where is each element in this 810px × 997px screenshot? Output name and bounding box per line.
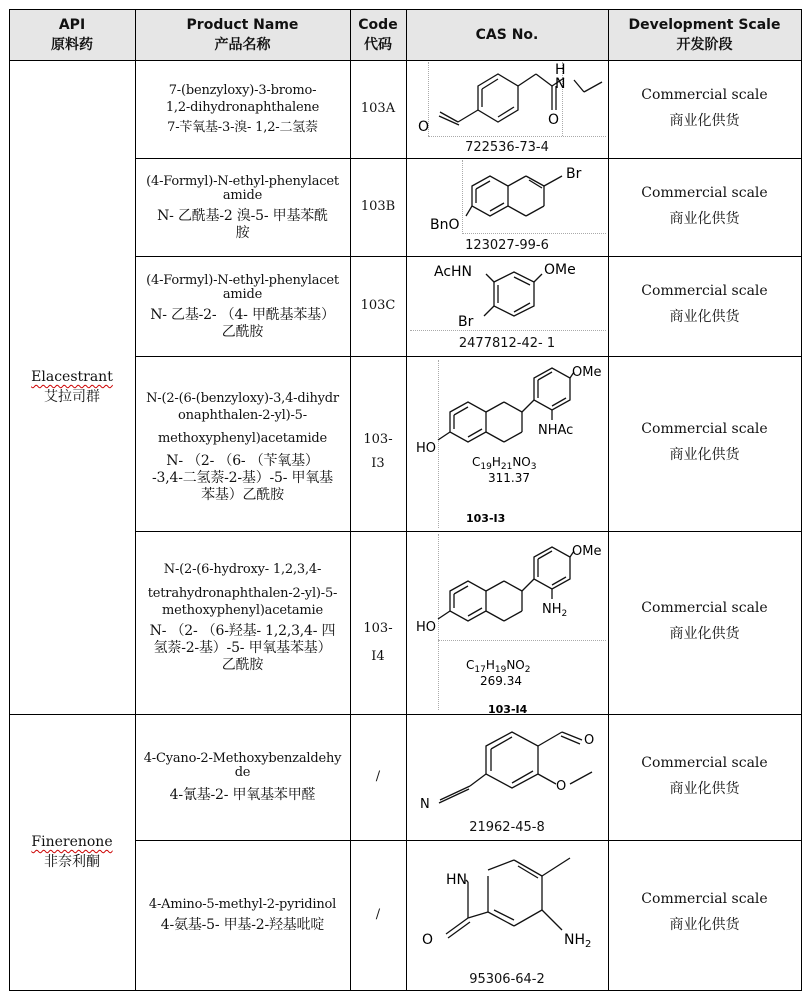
code-line: / bbox=[375, 769, 381, 784]
api-name-en: Finerenone bbox=[31, 834, 113, 850]
product-name-line: 4-Amino-5-methyl-2-pyridinol bbox=[148, 897, 337, 912]
scale-cn: 商业化供货 bbox=[669, 211, 740, 227]
header-cas-label: CAS No. bbox=[475, 26, 539, 43]
atom-label: OMe bbox=[572, 544, 602, 559]
header-code-cn: 代码 bbox=[364, 36, 392, 53]
product-name-line: N- （2- （6-羟基- 1,2,3,4- 四 bbox=[149, 623, 336, 639]
product-name-line: 苯基）乙酰胺 bbox=[201, 487, 284, 503]
cas-number: 95306-64-2 bbox=[469, 972, 545, 987]
scale-en: Commercial scale bbox=[641, 185, 768, 201]
cas-number: 722536-73-4 bbox=[465, 140, 549, 155]
atom-label: O bbox=[584, 733, 595, 748]
api-name-cn: 艾拉司群 bbox=[44, 389, 100, 405]
header-api-en: API bbox=[58, 16, 86, 33]
atom-label: HN bbox=[446, 872, 467, 888]
atom-label: Br bbox=[566, 166, 582, 182]
product-name-line: N-(2-(6-(benzyloxy)-3,4-dihydr bbox=[146, 391, 339, 406]
product-name-line: 4-Cyano-2-Methoxybenzaldehy bbox=[143, 751, 342, 766]
cas-number: 2477812-42- 1 bbox=[458, 336, 556, 351]
formula: $C_{17}H_{19}NO_2$ bbox=[466, 658, 531, 675]
scale-en: Commercial scale bbox=[641, 891, 768, 907]
scale-cn: 商业化供货 bbox=[669, 309, 740, 325]
product-name-line: 7-苄氧基-3-溴- 1,2-二氢萘 bbox=[167, 120, 318, 135]
product-name-line: 氢萘-2-基）-5- 甲氧基苯基） bbox=[153, 640, 332, 656]
product-name-line: 7-(benzyloxy)-3-bromo- bbox=[168, 83, 317, 98]
compound-label: 103-I3 bbox=[466, 512, 506, 525]
product-name-line: 4-氰基-2- 甲氧基苯甲醛 bbox=[169, 787, 316, 803]
header-scale-en: Development Scale bbox=[628, 16, 781, 33]
product-name-line: 1,2-dihydronaphthalene bbox=[165, 100, 320, 115]
header-product-en: Product Name bbox=[186, 16, 299, 33]
atom-label: N bbox=[420, 797, 430, 812]
product-name-line: N- 乙基-2- （4- 甲酰基苯基） bbox=[150, 306, 335, 323]
formula: $C_{19}H_{21}NO_3$ bbox=[472, 455, 537, 472]
atom-label: OMe bbox=[572, 365, 602, 380]
molecular-weight: 269.34 bbox=[480, 674, 522, 688]
product-name-line: 4-氨基-5- 甲基-2-羟基吡啶 bbox=[160, 917, 325, 933]
atom-label: O bbox=[548, 112, 560, 128]
molecular-weight: 311.37 bbox=[488, 471, 530, 485]
header-scale-cn: 开发阶段 bbox=[676, 36, 733, 53]
cas-number: 123027-99-6 bbox=[465, 238, 549, 253]
atom-label: HO bbox=[416, 441, 437, 456]
atom-label: BnO bbox=[430, 217, 460, 233]
code-line: 103C bbox=[360, 298, 396, 313]
scale-cn: 商业化供货 bbox=[669, 447, 740, 463]
product-name-line: (4-Formyl)-N-ethyl-phenylacet bbox=[146, 173, 339, 189]
api-name-en: Elacestrant bbox=[31, 369, 113, 385]
product-name-line: methoxyphenyl)acetamide bbox=[157, 431, 328, 446]
code-line: 103- bbox=[363, 621, 393, 636]
atom-label: Br bbox=[458, 314, 474, 330]
code-line: 103- bbox=[363, 432, 393, 447]
scale-en: Commercial scale bbox=[641, 87, 768, 103]
atom-label: NHAc bbox=[538, 423, 574, 438]
scale-en: Commercial scale bbox=[641, 600, 768, 616]
atom-label: OMe bbox=[544, 262, 576, 278]
scale-cn: 商业化供货 bbox=[669, 781, 740, 797]
code-line: 103B bbox=[360, 199, 396, 214]
atom-label: $NH_2$ bbox=[542, 602, 568, 619]
atom-label: N bbox=[555, 76, 566, 92]
scale-cn: 商业化供货 bbox=[669, 626, 740, 642]
atom-label: O bbox=[418, 119, 430, 135]
product-name-line: (4-Formyl)-N-ethyl-phenylacet bbox=[146, 272, 339, 288]
code-line: I3 bbox=[371, 456, 385, 471]
product-name-line: N- 乙酰基-2 溴-5- 甲基苯酰 bbox=[157, 207, 328, 224]
header-product-cn: 产品名称 bbox=[214, 36, 271, 53]
product-name-line: 乙酰胺 bbox=[221, 323, 264, 340]
product-name-line: N-(2-(6-hydroxy- 1,2,3,4- bbox=[163, 562, 322, 577]
atom-label: $NH_2$ bbox=[564, 932, 592, 950]
compound-label: 103-I4 bbox=[488, 703, 528, 714]
scale-en: Commercial scale bbox=[641, 755, 768, 771]
scale-cn: 商业化供货 bbox=[669, 917, 740, 933]
product-name-line: 胺 bbox=[235, 224, 250, 241]
product-name-line: methoxyphenyl)acetamie bbox=[162, 603, 323, 618]
code-line: 103A bbox=[360, 101, 396, 116]
scale-en: Commercial scale bbox=[641, 283, 768, 299]
atom-label: HO bbox=[416, 620, 437, 635]
header-code-en: Code bbox=[358, 16, 398, 33]
header-api-cn: 原料药 bbox=[51, 36, 93, 53]
atom-label: O bbox=[422, 932, 434, 948]
product-name-line: tetrahydronaphthalen-2-yl)-5- bbox=[147, 586, 338, 601]
atom-label: AcHN bbox=[434, 264, 473, 280]
atom-label: H bbox=[555, 62, 566, 78]
product-name-line: 乙酰胺 bbox=[221, 657, 264, 673]
code-line: I4 bbox=[371, 649, 385, 664]
product-name-line: amide bbox=[222, 286, 263, 302]
scale-en: Commercial scale bbox=[641, 421, 768, 437]
product-name-line: N- （2- （6- （苄氧基） bbox=[166, 453, 319, 469]
atom-label: O bbox=[556, 779, 567, 794]
cas-number: 21962-45-8 bbox=[469, 820, 545, 835]
scale-cn: 商业化供货 bbox=[669, 113, 740, 129]
product-name-line: -3,4-二氢萘-2-基）-5- 甲氧基 bbox=[152, 470, 333, 486]
code-line: / bbox=[375, 907, 381, 922]
product-name-line: onaphthalen-2-yl)-5- bbox=[178, 408, 307, 423]
product-name-line: de bbox=[234, 765, 251, 780]
api-name-cn: 非奈利酮 bbox=[44, 854, 100, 870]
product-name-line: amide bbox=[222, 187, 263, 203]
